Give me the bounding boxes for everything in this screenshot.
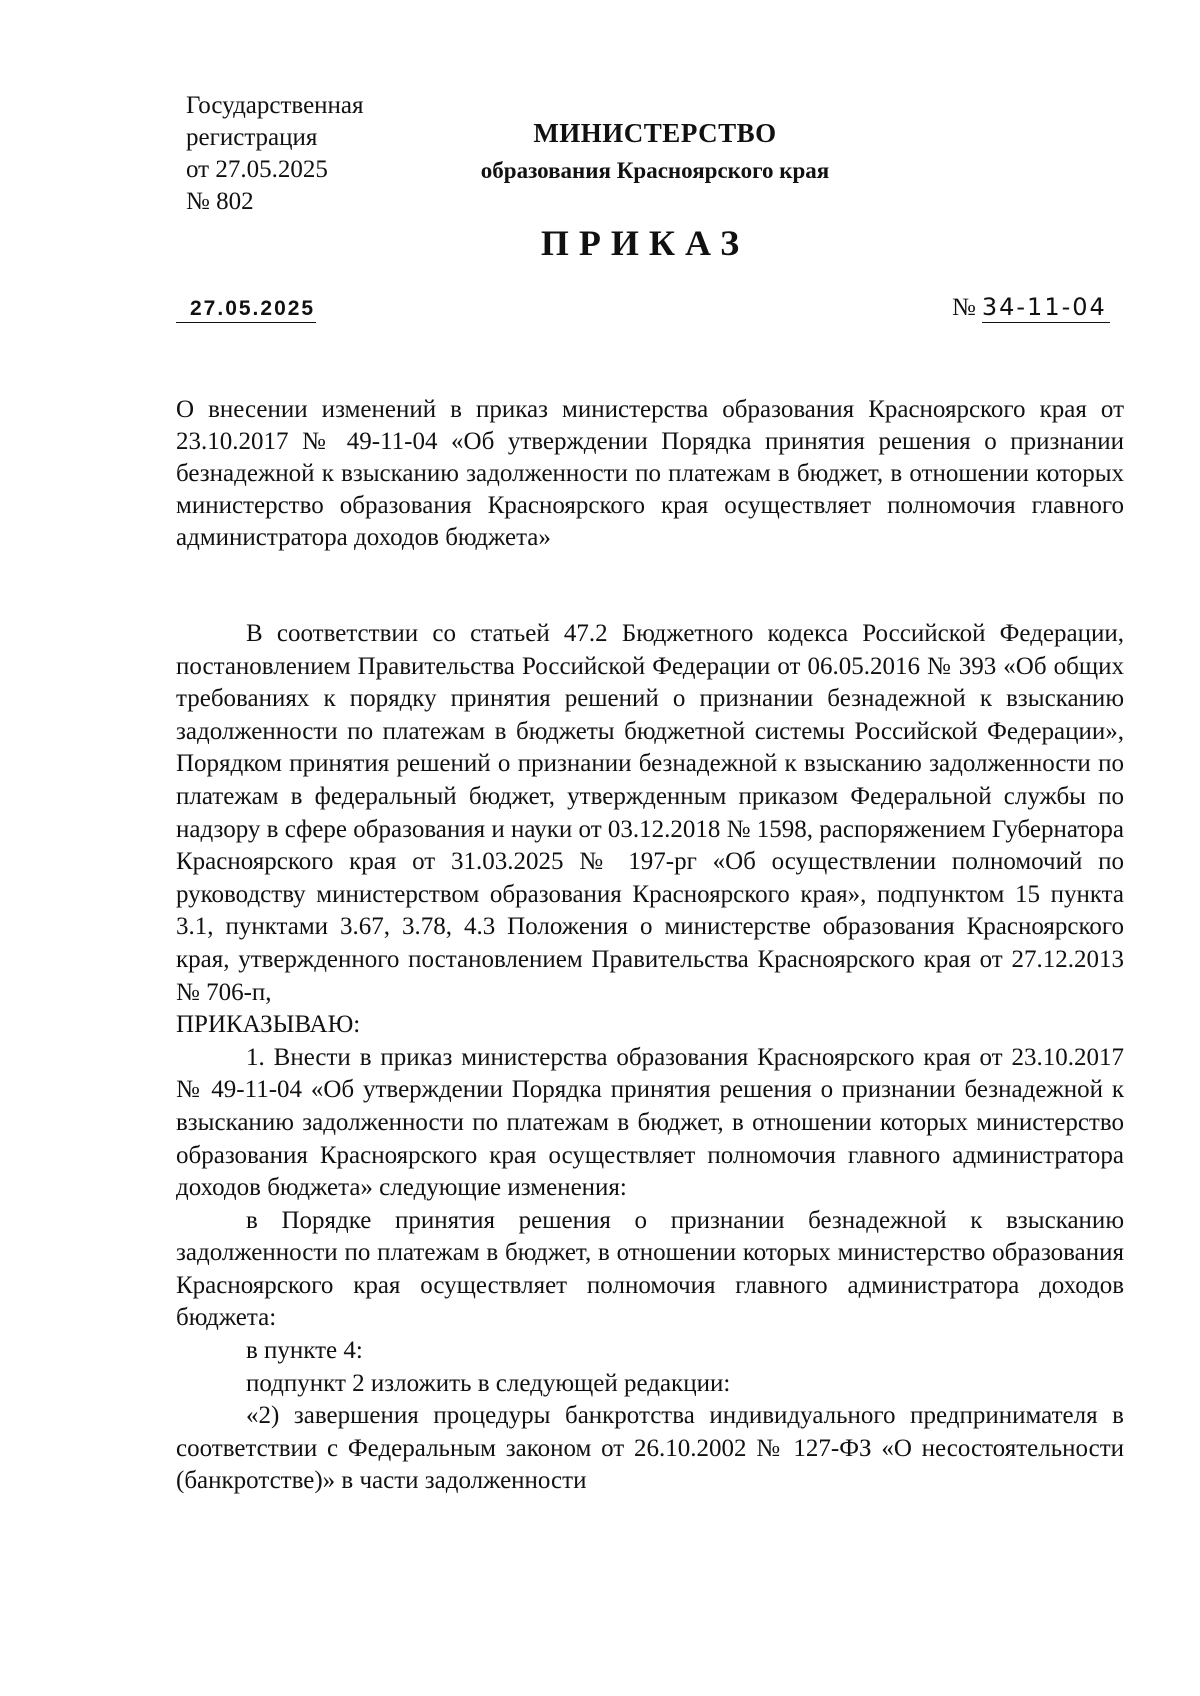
document-type-title: ПРИКАЗ [540, 223, 750, 263]
ministry-subtitle: образования Красноярского края [480, 158, 830, 183]
item-1-subclause-paragraph: подпункт 2 изложить в следующей редакции: [246, 1369, 731, 1397]
order-number [952, 292, 1132, 323]
ministry-title: МИНИСТЕРСТВО [533, 118, 777, 148]
registration-line: Государственная [186, 92, 364, 119]
order-number-value: 34-11-04 [982, 292, 1110, 323]
registration-number: № 802 [186, 188, 254, 215]
item-1-new-wording-paragraph: «2) завершения процедуры банкротства индивидуального предпринимателя в соответствии с Федеральным законом от 26.10.2002 № 127-ФЗ «О несостоятельности (банкротстве)» в части задолженности [176, 1402, 1124, 1495]
registration-date: от 27.05.2025 [186, 156, 328, 183]
item-1-clause-paragraph: в пункте 4: [246, 1337, 363, 1365]
preamble-paragraph: В соответствии со статьей 47.2 Бюджетного кодекса Российской Федерации, постановлением Правительства Российской Федерации от 06.05.2016 № 393 «Об общих требованиях к порядку принятия решений о признании безнадежной к взысканию задолженности по платежам в бюджеты бюджетной системы Российской Федерации», Порядком принятия решений о признании безнадежной к взысканию задолженности по платежам в федеральный бюджет, утвержденным приказом Федеральной службы по надзору в сфере образования и науки от 03.12.2018 № 1598, распоряжением Губернатора Красноярского края от 31.03.2025 № 197-рг «Об осуществлении полномочий по руководству министерством образования Красноярского края», подпунктом 15 пункта 3.1, пунктами 3.67, 3.78, 4.3 Положения о министерстве образования Красноярского края, утвержденного постановлением Правительства Красноярского края от 27.12.2013 № 706-п, [176, 620, 1124, 1006]
order-body [176, 618, 1124, 1498]
order-directive-word: ПРИКАЗЫВАЮ: [176, 1011, 361, 1039]
registration-stamp [186, 90, 364, 218]
order-number-label: № [952, 294, 976, 321]
order-subject: О внесении изменений в приказ министерства образования Красноярского края от 23.10.2017 № 49-11-04 «Об утверждении Порядка принятия решения о признании безнадежной к взысканию задолженности по платежам в бюджет, в отношении которых министерство образования Красноярского края осуществляет полномочия главного администратора доходов бюджета» [176, 396, 1124, 551]
order-date: 27.05.2025 [176, 296, 316, 323]
item-1-amendment-paragraph: в Порядке принятия решения о признании безнадежной к взысканию задолженности по платежам в бюджет, в отношении которых министерство образования Красноярского края осуществляет полномочия главного администратора доходов бюджета: [176, 1206, 1124, 1332]
registration-line: регистрация [186, 124, 318, 151]
item-1-paragraph: 1. Внести в приказ министерства образования Красноярского края от 23.10.2017 № 49-11-04 «Об утверждении Порядка принятия решения о признании безнадежной к взысканию задолженности по платежам в бюджет, в отношении которых министерство образования Красноярского края осуществляет полномочия главного администратора доходов бюджета» следующие изменения: [176, 1043, 1124, 1202]
